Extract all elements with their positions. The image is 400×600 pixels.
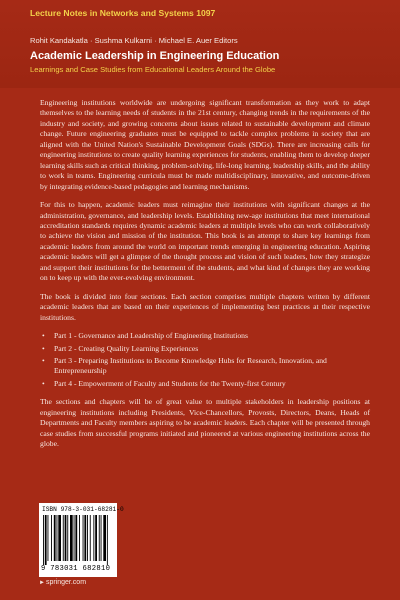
barcode-bar xyxy=(95,515,97,561)
blurb-paragraph-3: The book is divided into four sections. Each section comprises multiple chapters written by different academic leaders that are based on their experiences of implementing best practices at their respective institutions. xyxy=(40,291,370,322)
barcode-bar xyxy=(51,515,52,561)
barcode-bar xyxy=(74,515,75,561)
barcode-bar xyxy=(79,515,80,561)
barcode-bar xyxy=(63,515,64,561)
website-label: springer.com xyxy=(45,579,87,586)
isbn-number: ISBN 978-3-031-68281-0 xyxy=(42,506,124,513)
barcode-bar xyxy=(107,515,108,565)
barcode-bar xyxy=(93,515,94,561)
barcode-bar xyxy=(58,515,61,561)
list-item xyxy=(40,379,370,389)
barcode-bar xyxy=(103,515,106,561)
bullet-icon: • xyxy=(42,343,45,353)
barcode-bar xyxy=(67,515,68,561)
barcode-bar xyxy=(57,515,58,561)
barcode-bars xyxy=(43,515,113,565)
part-label: Part 1 - Governance and Leadership of Engineering Institutions xyxy=(54,331,248,341)
bullet-icon: • xyxy=(42,378,45,388)
barcode-bar xyxy=(45,515,47,565)
barcode-bar xyxy=(99,515,100,561)
barcode-bar xyxy=(87,515,88,561)
bullet-icon: • xyxy=(42,355,45,365)
barcode-bar xyxy=(48,515,49,561)
back-cover-blurb xyxy=(40,98,370,458)
blurb-paragraph-1: Engineering institutions worldwide are undergoing significant transformation as they work to adapt themselves to the learning needs of students in the 21st century, changing trends in the requirements of the industry and society, and growing concerns about issues related to sustainable development and climate change. Future engineering graduates must be equipped to tackle complex problems in society that are aligned with the United Nation's Sustainable Development Goals (SDGs). There are increasing calls for engineering institutions to create quality learning experiences for students, enabling them to develop deeper learning skills such as critical thinking, problem-solving, life-long learning, leadership skills, and the ability to work in teams. Engineering curricula must be made multidisciplinary, innovative, and outcome-driven by integrating evidence-based pedagogies and learning mechanisms. xyxy=(40,98,370,191)
editors-line: Rohit Kandakatla · Sushma Kulkarni · Michael E. Auer Editors xyxy=(30,36,238,45)
list-item xyxy=(40,331,370,341)
list-item xyxy=(40,344,370,354)
arrow-right-icon: ► xyxy=(39,580,45,586)
barcode-bar xyxy=(101,515,102,561)
barcode-bar xyxy=(75,515,77,561)
barcode-digits: 9 783031 682810 xyxy=(41,565,111,573)
barcode-bar xyxy=(83,515,84,561)
book-subtitle: Learnings and Case Studies from Educational Leaders Around the Globe xyxy=(30,65,276,74)
barcode-bar xyxy=(43,515,44,565)
barcode-bar xyxy=(54,515,56,561)
publisher-website[interactable] xyxy=(39,579,86,586)
part-label: Part 3 - Preparing Institutions to Become Knowledge Hubs for Research, Innovation, and Entrepreneurship xyxy=(54,355,327,376)
blurb-paragraph-4: The sections and chapters will be of great value to multiple stakeholders in leadership positions at engineering institutions including Presidents, Vice-Chancellors, Provosts, Directors, Deans, Heads of Departments and Faculty members aspiring to be academic leaders. Each chapter will be presented through case studies from successful programs initiated and pioneered at various engineering institutions across the globe. xyxy=(40,397,370,449)
barcode-bar xyxy=(90,515,91,561)
part-label: Part 4 - Empowerment of Faculty and Students for the Twenty-first Century xyxy=(54,378,286,388)
blurb-paragraph-2: For this to happen, academic leaders must reimagine their institutions with significant changes at the administration, governance, and leadership levels. Establishing new-age institutions that meet international accreditation standards requires dynamic academic leaders at multiple levels who can work collaboratively to achieve the vision and mission of the institution. This book is an attempt to share key learnings from academic leaders from around the world on important trends emerging in engineering education. Aspiring academic leaders will get a glimpse of the thought process and vision of such leaders, how they strategize and support their institutions for the betterment of the students, and what kind of changes they are working on to keep up with the ever-evolving environment. xyxy=(40,200,370,283)
isbn-barcode xyxy=(39,503,124,577)
part-label: Part 2 - Creating Quality Learning Experiences xyxy=(54,343,199,353)
list-item xyxy=(40,356,370,377)
barcode-bar xyxy=(65,515,67,561)
cover-header xyxy=(0,0,400,88)
barcode-bar xyxy=(84,515,86,561)
series-title: Lecture Notes in Networks and Systems 1097 xyxy=(30,8,216,18)
parts-list xyxy=(40,331,370,389)
barcode-bar xyxy=(70,515,73,561)
bullet-icon: • xyxy=(42,331,45,341)
book-title: Academic Leadership in Engineering Education xyxy=(30,50,280,62)
